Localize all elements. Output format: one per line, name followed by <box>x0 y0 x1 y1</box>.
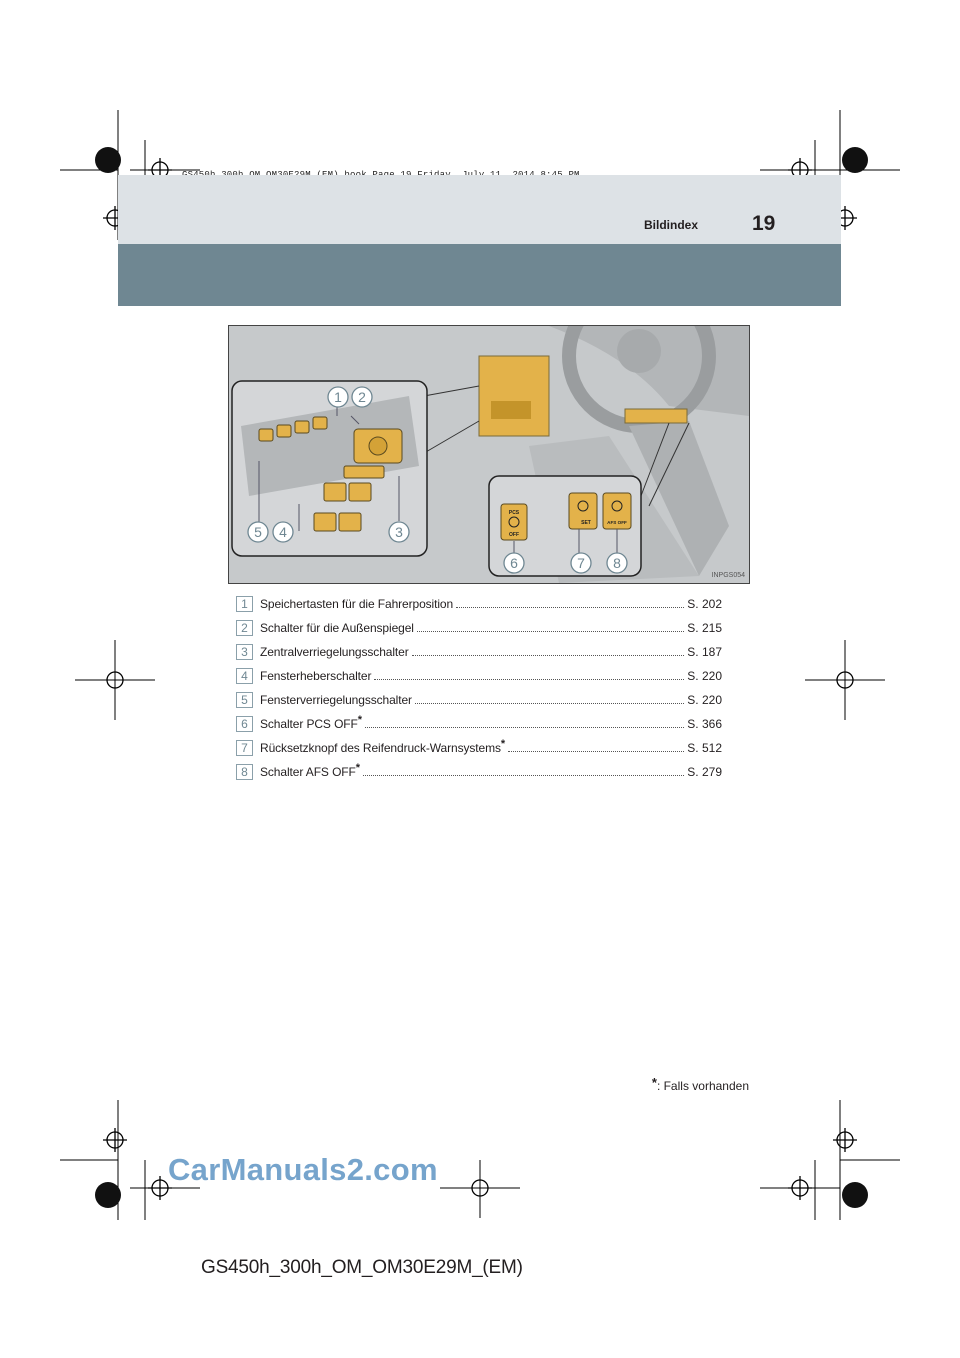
item-label: Schalter für die Außenspiegel <box>260 621 414 635</box>
page-number: 19 <box>752 212 776 235</box>
list-item <box>236 712 722 736</box>
header-dark-band <box>118 244 841 306</box>
list-item <box>236 760 722 784</box>
item-page-ref[interactable]: S. 366 <box>687 717 722 731</box>
item-label: Zentralverriegelungsschalter <box>260 645 409 659</box>
item-label: Schalter AFS OFF* <box>260 762 360 779</box>
item-number: 1 <box>236 596 253 612</box>
list-item <box>236 736 722 760</box>
callout-8: 8 <box>613 555 621 571</box>
item-label: Speichertasten für die Fahrerposition <box>260 597 454 611</box>
item-page-ref[interactable]: S. 512 <box>687 741 722 755</box>
dot-leader <box>415 703 684 704</box>
dashboard-illustration <box>228 325 750 584</box>
set-label: SET <box>581 520 591 526</box>
footnote <box>651 1075 749 1093</box>
item-number: 8 <box>236 764 253 780</box>
list-item <box>236 616 722 640</box>
afs-off-label: AFS OFF <box>607 520 627 525</box>
item-number: 5 <box>236 692 253 708</box>
pcs-label: PCS <box>508 510 520 516</box>
dot-leader <box>417 631 684 632</box>
item-page-ref[interactable]: S. 202 <box>687 597 722 611</box>
item-number: 2 <box>236 620 253 636</box>
callout-6: 6 <box>510 555 518 571</box>
list-item <box>236 640 722 664</box>
footnote-star: * <box>651 1075 657 1090</box>
dot-leader <box>374 679 684 680</box>
item-label: Schalter PCS OFF* <box>260 714 362 731</box>
figure-code: INPGS054 <box>711 572 745 579</box>
list-item <box>236 664 722 688</box>
section-title: Bildindex <box>643 218 698 232</box>
illustration-svg <box>229 326 749 583</box>
item-label: Rücksetzknopf des Reifendruck-Warnsystems* <box>260 738 506 755</box>
footnote-text: : Falls vorhanden <box>656 1079 749 1093</box>
item-label: Fensterverriegelungsschalter <box>260 693 412 707</box>
dot-leader <box>365 727 684 728</box>
dot-leader <box>456 607 684 608</box>
list-item <box>236 688 722 712</box>
item-number: 7 <box>236 740 253 756</box>
header-band <box>118 175 841 244</box>
item-page-ref[interactable]: S. 187 <box>687 645 722 659</box>
item-page-ref[interactable]: S. 220 <box>687 669 722 683</box>
item-number: 4 <box>236 668 253 684</box>
item-number: 6 <box>236 716 253 732</box>
dot-leader <box>363 775 684 776</box>
list-item <box>236 592 722 616</box>
callout-5: 5 <box>254 524 262 540</box>
callout-4: 4 <box>279 524 287 540</box>
callout-7: 7 <box>577 555 585 571</box>
item-page-ref[interactable]: S. 220 <box>687 693 722 707</box>
item-list <box>236 592 722 784</box>
item-page-ref[interactable]: S. 279 <box>687 765 722 779</box>
callout-2: 2 <box>358 389 366 405</box>
footer-doc-id: GS450h_300h_OM_OM30E29M_(EM) <box>201 1257 523 1278</box>
dot-leader <box>508 751 684 752</box>
callout-1: 1 <box>334 389 342 405</box>
callout-3: 3 <box>395 524 403 540</box>
watermark-logo: CarManuals2.com <box>168 1152 438 1187</box>
item-page-ref[interactable]: S. 215 <box>687 621 722 635</box>
pcs-off-label: OFF <box>509 532 519 538</box>
item-number: 3 <box>236 644 253 660</box>
dot-leader <box>412 655 685 656</box>
item-label: Fensterheberschalter <box>260 669 372 683</box>
